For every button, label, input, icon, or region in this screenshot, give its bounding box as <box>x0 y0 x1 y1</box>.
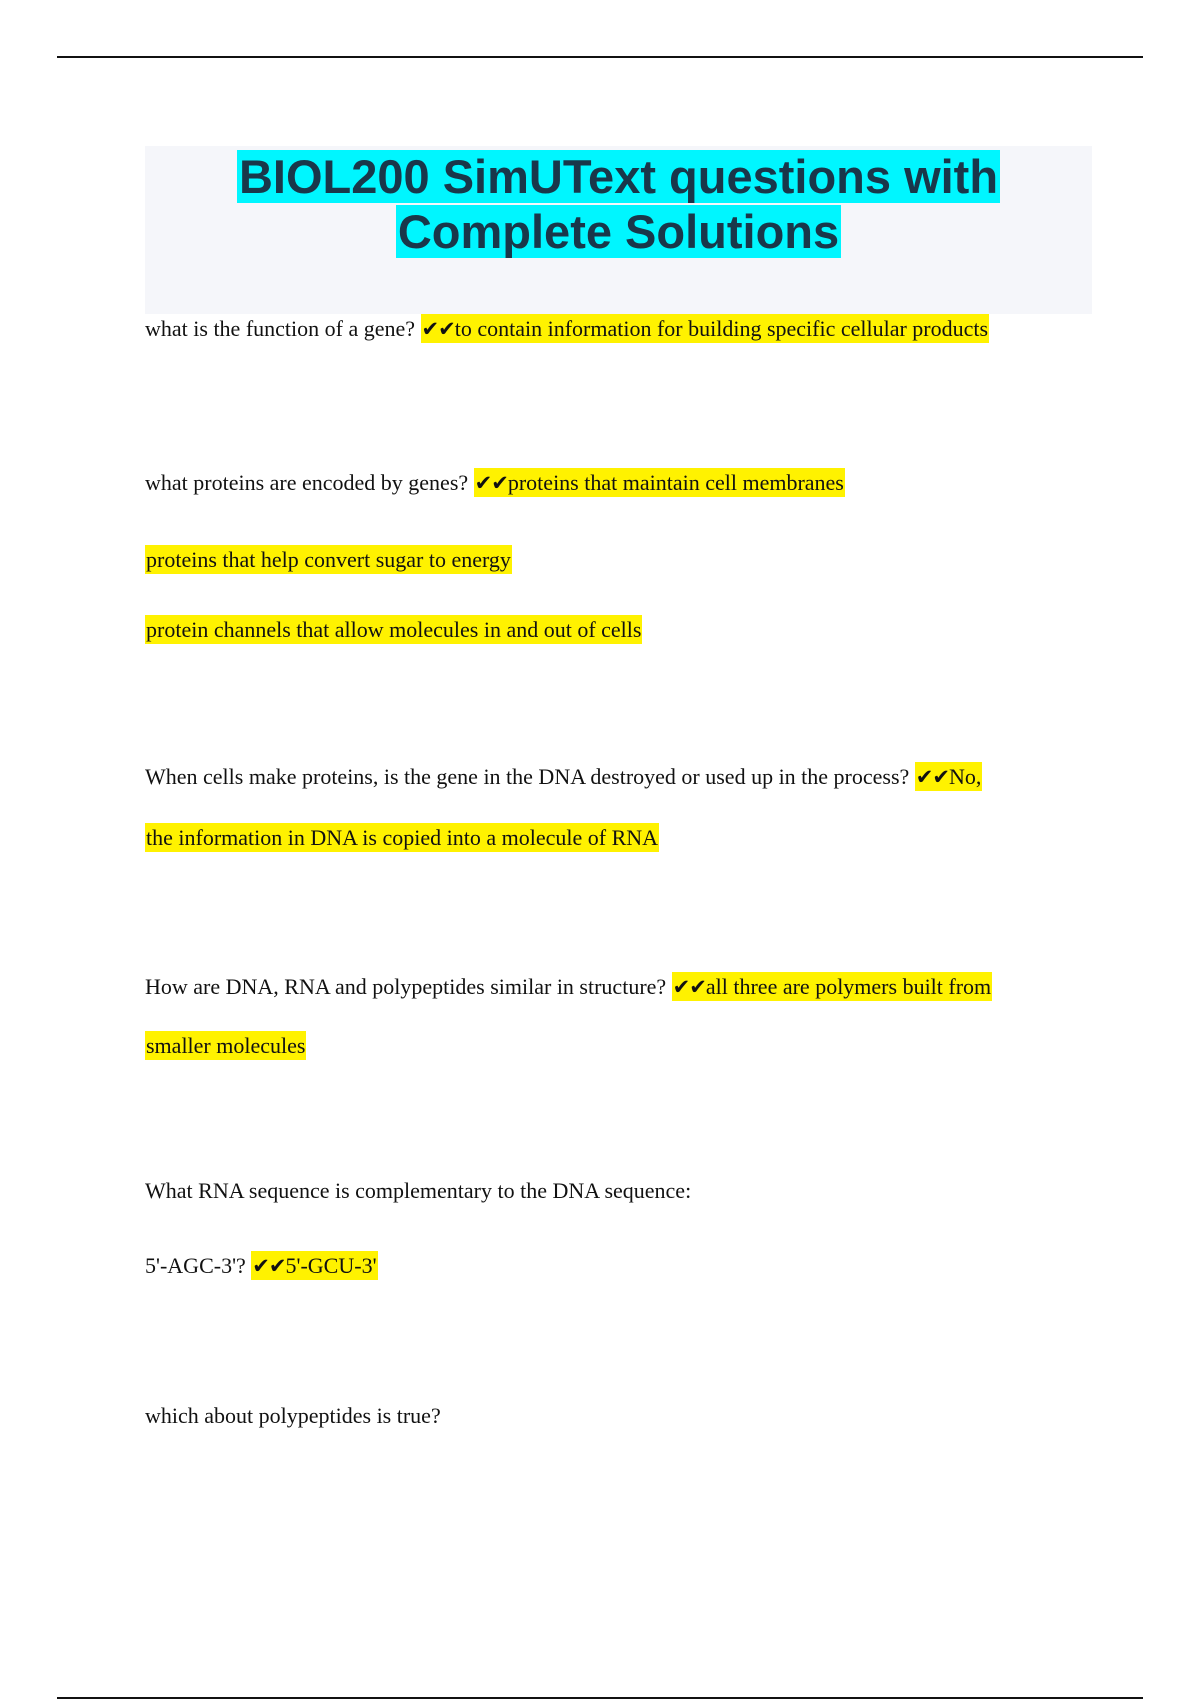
answer-highlight <box>474 468 845 497</box>
question-text: When cells make proteins, is the gene in the DNA destroyed or used up in the process? <box>145 764 910 789</box>
double-check-icon: ✔✔ <box>252 1254 286 1278</box>
qa-item-6 <box>145 1401 441 1431</box>
question-text: what is the function of a gene? <box>145 316 416 341</box>
question-text: What RNA sequence is complementary to the DNA sequence: <box>145 1178 692 1203</box>
answer-highlight <box>251 1251 377 1280</box>
double-check-icon: ✔✔ <box>672 975 706 999</box>
question-text: How are DNA, RNA and polypeptides similar in structure? <box>145 974 667 999</box>
bottom-rule <box>57 1697 1143 1699</box>
question-text: 5'-AGC-3'? <box>145 1253 246 1278</box>
answer-text: protein channels that allow molecules in and out of cells <box>146 617 642 642</box>
document-title <box>145 146 1092 259</box>
top-rule <box>57 56 1143 58</box>
qa-item-2 <box>145 468 845 498</box>
double-check-icon: ✔✔ <box>474 471 508 495</box>
answer-continuation <box>145 1031 306 1061</box>
question-text: which about polypeptides is true? <box>145 1403 441 1428</box>
qa-item-5-continuation <box>145 1251 378 1281</box>
answer-continuation <box>145 823 659 853</box>
answer-text: No, <box>949 764 982 789</box>
title-banner <box>145 146 1092 314</box>
answer-text: the information in DNA is copied into a molecule of RNA <box>146 825 659 850</box>
qa-item-3 <box>145 762 982 792</box>
answer-highlight <box>421 314 990 343</box>
qa-item-4 <box>145 972 992 1002</box>
answer-text: proteins that maintain cell membranes <box>507 470 844 495</box>
title-line-1: BIOL200 SimUText questions with <box>238 150 999 203</box>
answer-text: smaller molecules <box>146 1033 306 1058</box>
answer-continuation <box>145 545 512 575</box>
answer-highlight <box>915 762 983 791</box>
answer-continuation <box>145 615 642 645</box>
answer-text: to contain information for building specific cellular products <box>454 316 989 341</box>
title-line-2: Complete Solutions <box>397 205 840 258</box>
qa-item-1 <box>145 314 989 344</box>
answer-text: proteins that help convert sugar to energy <box>146 547 511 572</box>
double-check-icon: ✔✔ <box>421 317 455 341</box>
qa-item-5 <box>145 1176 691 1206</box>
answer-highlight <box>672 972 993 1001</box>
answer-text: 5'-GCU-3' <box>285 1253 377 1278</box>
double-check-icon: ✔✔ <box>915 765 949 789</box>
answer-text: all three are polymers built from <box>705 974 992 999</box>
question-text: what proteins are encoded by genes? <box>145 470 469 495</box>
